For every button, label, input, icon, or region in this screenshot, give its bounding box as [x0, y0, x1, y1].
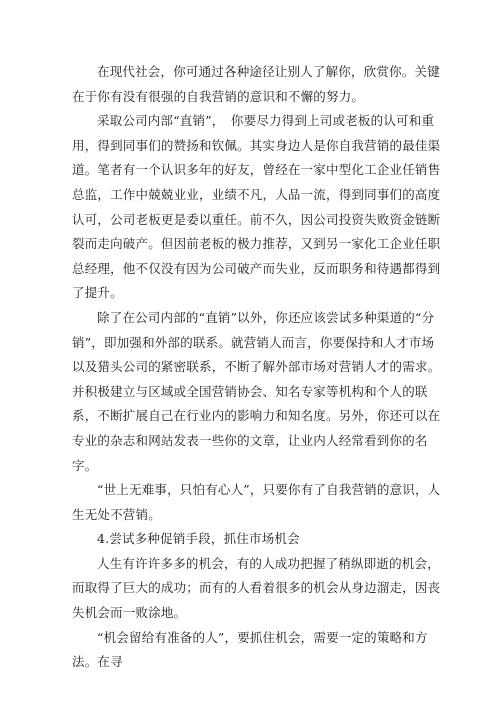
paragraph-quote: “世上无难事，只怕有心人”，只要你有了自我营销的意识，人生无处不营销。: [72, 482, 441, 522]
section-heading: 4.尝试多种促销手段，抓住市场机会: [97, 531, 300, 547]
paragraph-prepared-people: “机会留给有准备的人”，要抓住机会，需要一定的策略和方法。在寻: [72, 629, 428, 670]
paragraph-self-marketing-intro: 在现代社会，你可通过各种途径让别人了解你，欣赏你。关键在于你有没有很强的自我营销的意识和不懈的努力。: [72, 64, 440, 104]
paragraph-opportunities: 人生有许许多多的机会，有的人成功把握了稍纵即逝的机会，而取得了巨大的成功；而有的人看着很多的机会从身边溜走，因丧失机会而一败涂地。: [72, 555, 441, 621]
paragraph-external-distribution: 除了在公司内部的“直销”以外，你还应该尝试多种渠道的“分销”，即加强和外部的联系。就营销人而言，你要保持和人才市场以及猎头公司的紧密联系，不断了解外部市场对营销人才的需求。并积极建立与区域或全国营销协会、知名专家等机构和个人的联系，不断扩展自己在行业内的影响力和知名度。另外，你还可以在专业的杂志和网站发表一些你的文章，让业内人经常看到你的名字。: [72, 309, 441, 473]
body-text: [72, 60, 442, 675]
paragraph-internal-direct-sales: 采取公司内部“直销”， 你要尽力得到上司或老板的认可和重用，得到同事们的赞扬和钦佩。其实身边人是你自我营销的最佳渠道。笔者有一个认识多年的好友，曾经在一家中型化工企业任销售总监，工作中兢兢业业，业绩不凡，人品一流，得到同事们的高度认可，公司老板更是委以重任。前不久，因公司投资失败资金链断裂而走向破产。但因前老板的极力推荐，又到另一家化工企业任职总经理，他不仅没有因为公司破产而失业，反而职务和待遇都得到了提升。: [72, 113, 441, 301]
